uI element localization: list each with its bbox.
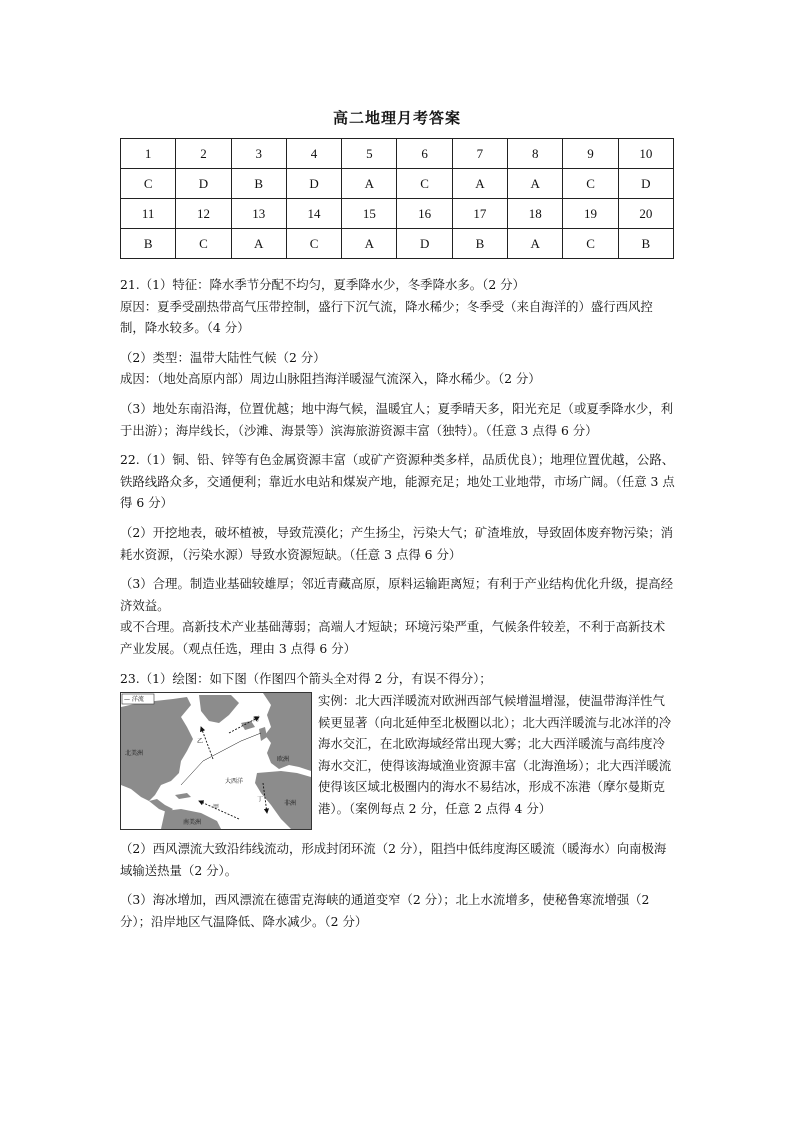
table-cell: 1	[121, 139, 176, 169]
table-cell: 14	[286, 199, 341, 229]
table-row-answers	[121, 229, 674, 259]
table-cell: C	[397, 169, 452, 199]
table-cell: 5	[342, 139, 397, 169]
table-cell: 3	[231, 139, 286, 169]
table-row-answers	[121, 169, 674, 199]
table-cell: D	[618, 169, 673, 199]
q21-part2-type: （2）类型：温带大陆性气候（2 分）	[120, 349, 326, 365]
q22-part2: （2）开挖地表，破坏植被，导致荒漠化；产生扬尘，污染大气；矿渣堆放，导致固体废弃物污染；消耗水资源，（污染水源）导致水资源短缺。（任意 3 点得 6 分）	[120, 524, 674, 562]
q23-part1-example: 实例：北大西洋暖流对欧洲西部气候增温增湿，使温带海洋性气候更显著（向北延伸至北极圈以北）；北大西洋暖流与北冰洋的冷海水交汇，在北欧海域经常出现大雾；北大西洋暖流与高纬度冷海水交汇，使得该海域渔业资源丰富（北海渔场）；北大西洋暖流使得该区域北极圈内的海水不易结冰，形成不冻港（摩尔曼斯克港）。（案例每点 2 分，任意 2 点得 4 分）	[318, 693, 672, 817]
table-cell: C	[563, 229, 618, 259]
q22-part1: 22.（1）铜、铅、锌等有色金属资源丰富（或矿产资源种类多样，品质优良）；地理位置优越，公路、铁路线路众多，交通便利；靠近水电站和煤炭产地，能源充足；地处工业地带，市场广阔。（任意 3 点得 6 分）	[120, 452, 675, 511]
ocean-current-map	[120, 692, 312, 830]
answer-content	[120, 274, 676, 932]
table-cell: B	[452, 229, 507, 259]
table-cell: A	[508, 229, 563, 259]
page-title: 高二地理月考答案	[332, 109, 461, 127]
table-cell: A	[342, 229, 397, 259]
table-cell: 19	[563, 199, 618, 229]
label-south-america: 南美洲	[183, 819, 202, 827]
q21-part1-features: 21.（1）特征：降水季节分配不均匀，夏季降水少，冬季降水多。（2 分）	[120, 277, 525, 292]
q23-part2: （2）西风漂流大致沿纬线流动，形成封闭环流（2 分），阻挡中低纬度海区暖流（暖海水）向南极海域输送热量（2 分）。	[120, 841, 667, 878]
table-cell: 10	[618, 139, 673, 169]
table-cell: 11	[121, 199, 176, 229]
table-cell: 13	[231, 199, 286, 229]
table-cell: D	[176, 169, 231, 199]
label-jia: 甲	[213, 804, 220, 812]
q21-part2-cause: 成因：（地处高原内部）周边山脉阻挡海洋暖湿气流深入，降水稀少。（2 分）	[120, 371, 541, 387]
table-cell: B	[618, 229, 673, 259]
q22-part3-reasonable: （3）合理。制造业基础较雄厚；邻近青藏高原，原料运输距离短；有利于产业结构优化升级，提高经济效益。	[120, 576, 674, 613]
q22-part3-unreasonable: 或不合理。高新技术产业基础薄弱；高端人才短缺；环境污染严重，气候条件较差，不利于高新技术产业发展。（观点任选，理由 3 点得 6 分）	[120, 619, 666, 656]
table-row-question-numbers	[121, 139, 674, 169]
q23-part1-intro: 23.（1）绘图：如下图（作图四个箭头全对得 2 分，有误不得分）；	[120, 670, 492, 686]
table-cell: 17	[452, 199, 507, 229]
table-cell: C	[176, 229, 231, 259]
table-cell: 8	[508, 139, 563, 169]
q23-part3: （3）海冰增加，西风漂流在德雷克海峡的通道变窄（2 分）；北上水流增多，使秘鲁寒流增强（2 分）；沿岸地区气温降低、降水减少。（2 分）	[120, 892, 650, 929]
answer-table	[120, 138, 674, 259]
label-africa: 非洲	[284, 800, 297, 808]
label-yi: 乙	[197, 738, 204, 746]
label-north-america: 北美洲	[125, 750, 144, 758]
table-cell: 7	[452, 139, 507, 169]
table-cell: C	[563, 169, 618, 199]
table-cell: 20	[618, 199, 673, 229]
table-cell: A	[508, 169, 563, 199]
table-cell: 15	[342, 199, 397, 229]
table-cell: D	[286, 169, 341, 199]
table-cell: A	[342, 169, 397, 199]
q21-part1-reasons: 原因：夏季受副热带高气压带控制，盛行下沉气流，降水稀少；冬季受（来自海洋的）盛行西风控制，降水较多。（4 分）	[120, 298, 653, 336]
table-cell: B	[231, 169, 286, 199]
q21-part3: （3）地处东南沿海，位置优越；地中海气候，温暖宜人；夏季晴天多，阳光充足（或夏季降水少，利于出游）；海岸线长，（沙滩、海景等）滨海旅游资源丰富（独特）。（任意 3 点得 6 分）	[120, 400, 674, 438]
table-cell: C	[121, 169, 176, 199]
table-cell: D	[397, 229, 452, 259]
table-cell: 16	[397, 199, 452, 229]
table-cell: A	[231, 229, 286, 259]
table-cell: 12	[176, 199, 231, 229]
table-cell: B	[121, 229, 176, 259]
table-cell: 9	[563, 139, 618, 169]
table-row-question-numbers	[121, 199, 674, 229]
label-bing: 丙	[253, 716, 260, 724]
legend-label: — 洋流	[124, 696, 144, 704]
table-cell: 2	[176, 139, 231, 169]
label-atlantic: 大西洋	[225, 778, 244, 786]
table-cell: 6	[397, 139, 452, 169]
table-cell: 4	[286, 139, 341, 169]
table-cell: A	[452, 169, 507, 199]
label-europe: 欧洲	[277, 756, 290, 764]
table-cell: C	[286, 229, 341, 259]
table-cell: 18	[508, 199, 563, 229]
label-ding: 丁	[257, 796, 264, 804]
